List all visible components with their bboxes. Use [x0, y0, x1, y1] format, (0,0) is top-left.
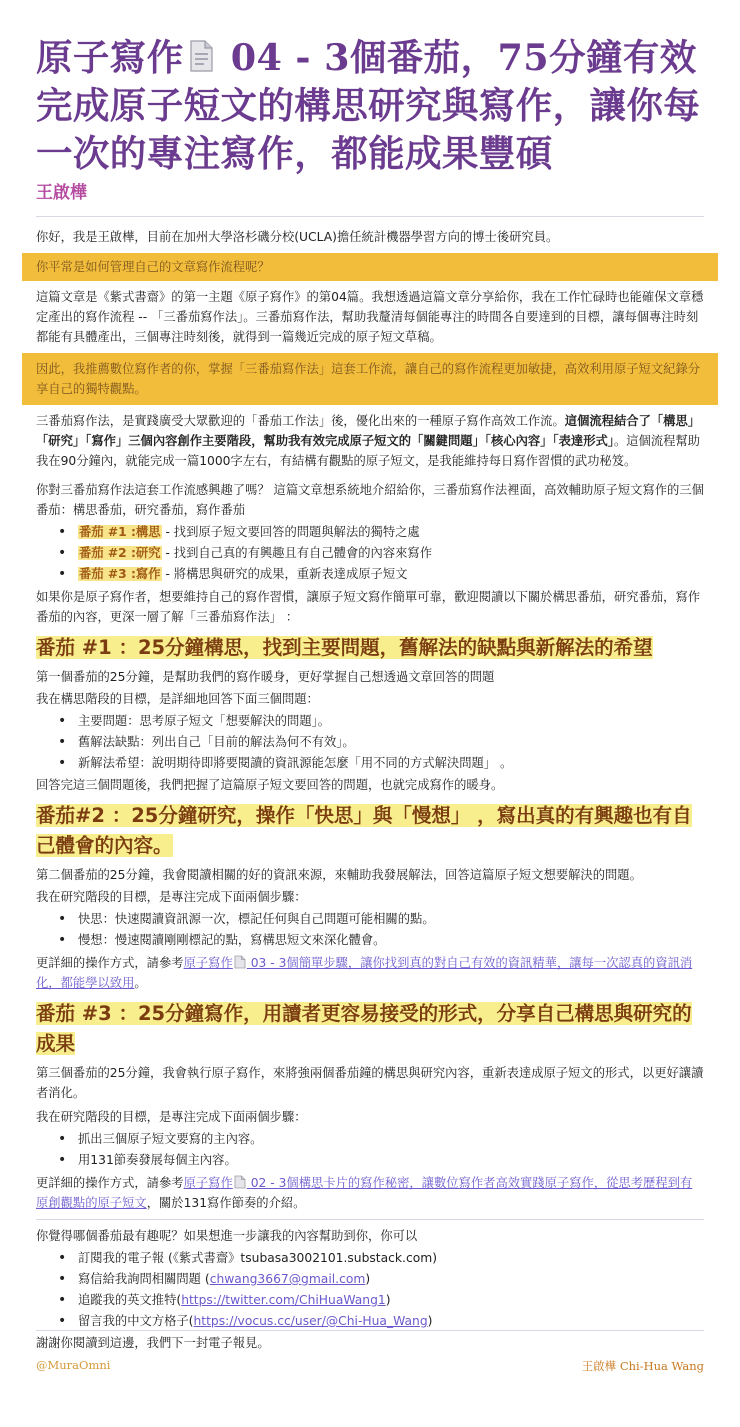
reference-prefix: 更詳細的操作方式，請參考 — [36, 1176, 184, 1190]
tag-label: 番茄 #1 :構思 — [79, 525, 161, 539]
reference-suffix: 。 — [134, 976, 147, 990]
document-icon — [234, 1175, 246, 1189]
document-icon — [186, 39, 216, 73]
intro-paragraph: 你好，我是王啟樺，目前在加州大學洛杉磯分校(UCLA)擔任統計機器學習方向的博士後研究員。 — [36, 230, 559, 244]
paragraph-2 — [36, 411, 704, 471]
closing-list — [36, 1248, 704, 1332]
list-item-vocus — [78, 1311, 704, 1332]
list-item: • 快思：快速閱讀資訊源一次，標記任何與自己問題可能相關的點。 — [78, 909, 704, 930]
title-part-2: 04 - 3個番茄，75分鐘有效完成原子短文的構思研究與寫作，讓你每一次的專注寫作，都能成果豐碩 — [36, 36, 701, 175]
author-name: 王啟樺 — [36, 183, 87, 203]
reference-link-label: 原子寫作 — [183, 1176, 233, 1190]
document-icon — [234, 955, 246, 969]
page-title — [36, 34, 704, 178]
paragraph-3: 你對三番茄寫作法這套工作流感興趣了嗎？ 這篇文章想系統地介紹給你，三番茄寫作法裡面，高效輔助原子短文寫作的三個番茄：構思番茄，研究番茄，寫作番茄 — [36, 483, 704, 517]
reference-link-title: 03 - 3個簡單步驟，讓你找到真的對自己有效的資訊精華，讓每一次認真的資訊消化，都能學以致用 — [36, 956, 693, 990]
s3-paragraph-2: 我在研究階段的目標，是專注完成下面兩個步驟： — [36, 1110, 307, 1124]
reference-suffix: ，關於131寫作節奏的介紹。 — [146, 1196, 306, 1210]
vocus-link[interactable]: https://vocus.cc/user/@Chi-Hua_Wang — [193, 1314, 428, 1328]
list-item-suffix: ) — [427, 1314, 433, 1328]
list-item-text: - 找到自己真的有興趣且有自己體會的內容來寫作 — [161, 546, 433, 560]
closing-outro: 謝謝你閱讀到這邊，我們下一封電子報見。 — [36, 1336, 270, 1350]
paragraph-2-tail: 。這個流程幫助我在90分鐘內，就能完成一篇1000字左右，有結構有觀點的原子短文，是我能維持每日寫作習慣的武功秘笈。 — [36, 434, 701, 468]
section-heading-1 — [36, 633, 704, 663]
section-heading-1-text: 番茄 #1 ：25分鐘構思，找到主要問題，舊解法的缺點與新解法的希望 — [36, 636, 653, 659]
twitter-link[interactable]: https://twitter.com/ChiHuaWang1 — [181, 1293, 386, 1307]
list-item-text: - 將構思與研究的成果，重新表達成原子短文 — [161, 567, 408, 581]
list-item-text: - 找到原子短文要回答的問題與解法的獨特之處 — [161, 525, 420, 539]
article — [36, 34, 704, 1353]
list-item-suffix: ) — [365, 1272, 371, 1286]
list-item — [78, 522, 704, 543]
list-item-email — [78, 1269, 704, 1290]
list-item-twitter — [78, 1290, 704, 1311]
list-item-text: 留言我的中文方格子( — [78, 1314, 194, 1328]
list-item: • 新解法希望：說明期待即將要閱讀的資訊源能怎麼「用不同的方式解決問題」 。 — [78, 753, 704, 774]
s1-paragraph-1: 第一個番茄的25分鐘，是幫助我們的寫作暖身，更好掌握自己想透過文章回答的問題 — [36, 670, 495, 684]
reference-link-label: 原子寫作 — [183, 956, 233, 970]
list-item: • 慢想：慢速閱讀剛剛標記的點，寫構思短文來深化體會。 — [78, 930, 704, 951]
overview-list — [36, 522, 704, 585]
footer-divider — [36, 1330, 704, 1331]
reference-prefix: 更詳細的操作方式，請參考 — [36, 956, 184, 970]
closing-intro: 你覺得哪個番茄最有趣呢？如果想進一步讓我的內容幫助到你，你可以 — [36, 1229, 418, 1243]
callout-recommendation: 因此，我推薦數位寫作者的你，掌握「三番茄寫作法」這套工作流，讓自己的寫作流程更加敏捷，高效利用原子短文紀錄分享自己的獨特觀點。 — [22, 353, 718, 405]
list-item: • 抓出三個原子短文要寫的主內容。 — [78, 1129, 704, 1150]
divider — [36, 216, 704, 217]
s2-paragraph-2: 我在研究階段的目標，是專注完成下面兩個步驟： — [36, 890, 307, 904]
section-heading-2-text: 番茄#2 ：25分鐘研究，操作「快思」與「慢想」 ，寫出真的有興趣也有自己體會的內容。 — [36, 804, 692, 857]
section-heading-2 — [36, 801, 704, 861]
s1-paragraph-2: 我在構思階段的目標，是詳細地回答下面三個問題： — [36, 692, 319, 706]
list-item: • 舊解法缺點：列出自己「目前的解法為何不有效」。 — [78, 732, 704, 753]
paragraph-4: 如果你是原子寫作者，想要維持自己的寫作習慣，讓原子短文寫作簡單可靠，歡迎閱讀以下關於構思番茄，研究番茄，寫作番茄的內容，更深一層了解「三番茄寫作法」 ： — [36, 590, 701, 624]
s2-list — [36, 909, 704, 951]
s2-reference — [36, 953, 704, 993]
s1-paragraph-3: 回答完這三個問題後，我們把握了這篇原子短文要回答的問題，也就完成寫作的暖身。 — [36, 778, 504, 792]
section-heading-3 — [36, 999, 704, 1059]
title-part-1: 原子寫作 — [36, 36, 184, 79]
email-link[interactable]: chwang3667@gmail.com — [209, 1272, 366, 1286]
list-item-suffix: ) — [385, 1293, 391, 1307]
list-item — [78, 543, 704, 564]
footer-handle: @MuraOmni — [36, 1358, 111, 1372]
s3-reference — [36, 1173, 704, 1213]
list-item-newsletter — [78, 1248, 704, 1269]
divider — [36, 1219, 704, 1220]
list-item: • 用131節奏發展每個主內容。 — [78, 1150, 704, 1171]
paragraph-1: 這篇文章是《紫式書齋》的第一主題《原子寫作》的第04篇。我想透過這篇文章分享給你，我在工作忙碌時也能確保文章穩定產出的寫作流程 -- 「三番茄寫作法」。三番茄寫作法，幫助我釐清每個能專注的時間各自要達到的目標，讓每個專注時刻都能有具體產出，三個專注時刻後，就得到一篇幾近完成的原子短文草稿。 — [36, 290, 704, 344]
list-item-text: 寫信給我詢問相關問題 ( — [78, 1272, 210, 1286]
section-heading-3-text: 番茄 #3 ：25分鐘寫作，用讀者更容易接受的形式，分享自己構思與研究的成果 — [36, 1002, 692, 1055]
s2-paragraph-1: 第二個番茄的25分鐘，我會閱讀相關的好的資訊來源，來輔助我發展解法，回答這篇原子短文想要解決的問題。 — [36, 868, 642, 882]
s3-list — [36, 1129, 704, 1171]
paragraph-2-bold: 這個流程結合了「構思」「研究」「寫作」三個內容創作主要階段，幫助我有效完成原子短文的「關鍵問題」「核心內容」「表達形式」 — [36, 414, 701, 448]
tag-label: 番茄 #2 :研究 — [79, 546, 161, 560]
list-item-text: 追蹤我的英文推特( — [78, 1293, 182, 1307]
tag-label: 番茄 #3 :寫作 — [79, 567, 161, 581]
s3-paragraph-1: 第三個番茄的25分鐘，我會執行原子寫作，來將強兩個番茄鐘的構思與研究內容，重新表達成原子短文的形式，以更好讓讀者消化。 — [36, 1066, 704, 1100]
s1-list — [36, 711, 704, 774]
footer-author: 王啟樺 Chi-Hua Wang — [581, 1359, 704, 1373]
paragraph-2-plain: 三番茄寫作法，是實踐廣受大眾歡迎的「番茄工作法」後，優化出來的一種原子寫作高效工作流。 — [36, 414, 565, 428]
reference-link-title: 02 - 3個構思卡片的寫作秘密，讓數位寫作者高效實踐原子寫作，從思考歷程到有原創觀點的原子短文 — [36, 1176, 693, 1210]
callout-question: 你平常是如何管理自己的文章寫作流程呢？ — [22, 253, 718, 281]
list-item: • 主要問題：思考原子短文「想要解決的問題」。 — [78, 711, 704, 732]
list-item — [78, 564, 704, 585]
list-item-text: 訂閱我的電子報 (《紫式書齋》tsubasa3002101.substack.com) — [78, 1251, 438, 1265]
